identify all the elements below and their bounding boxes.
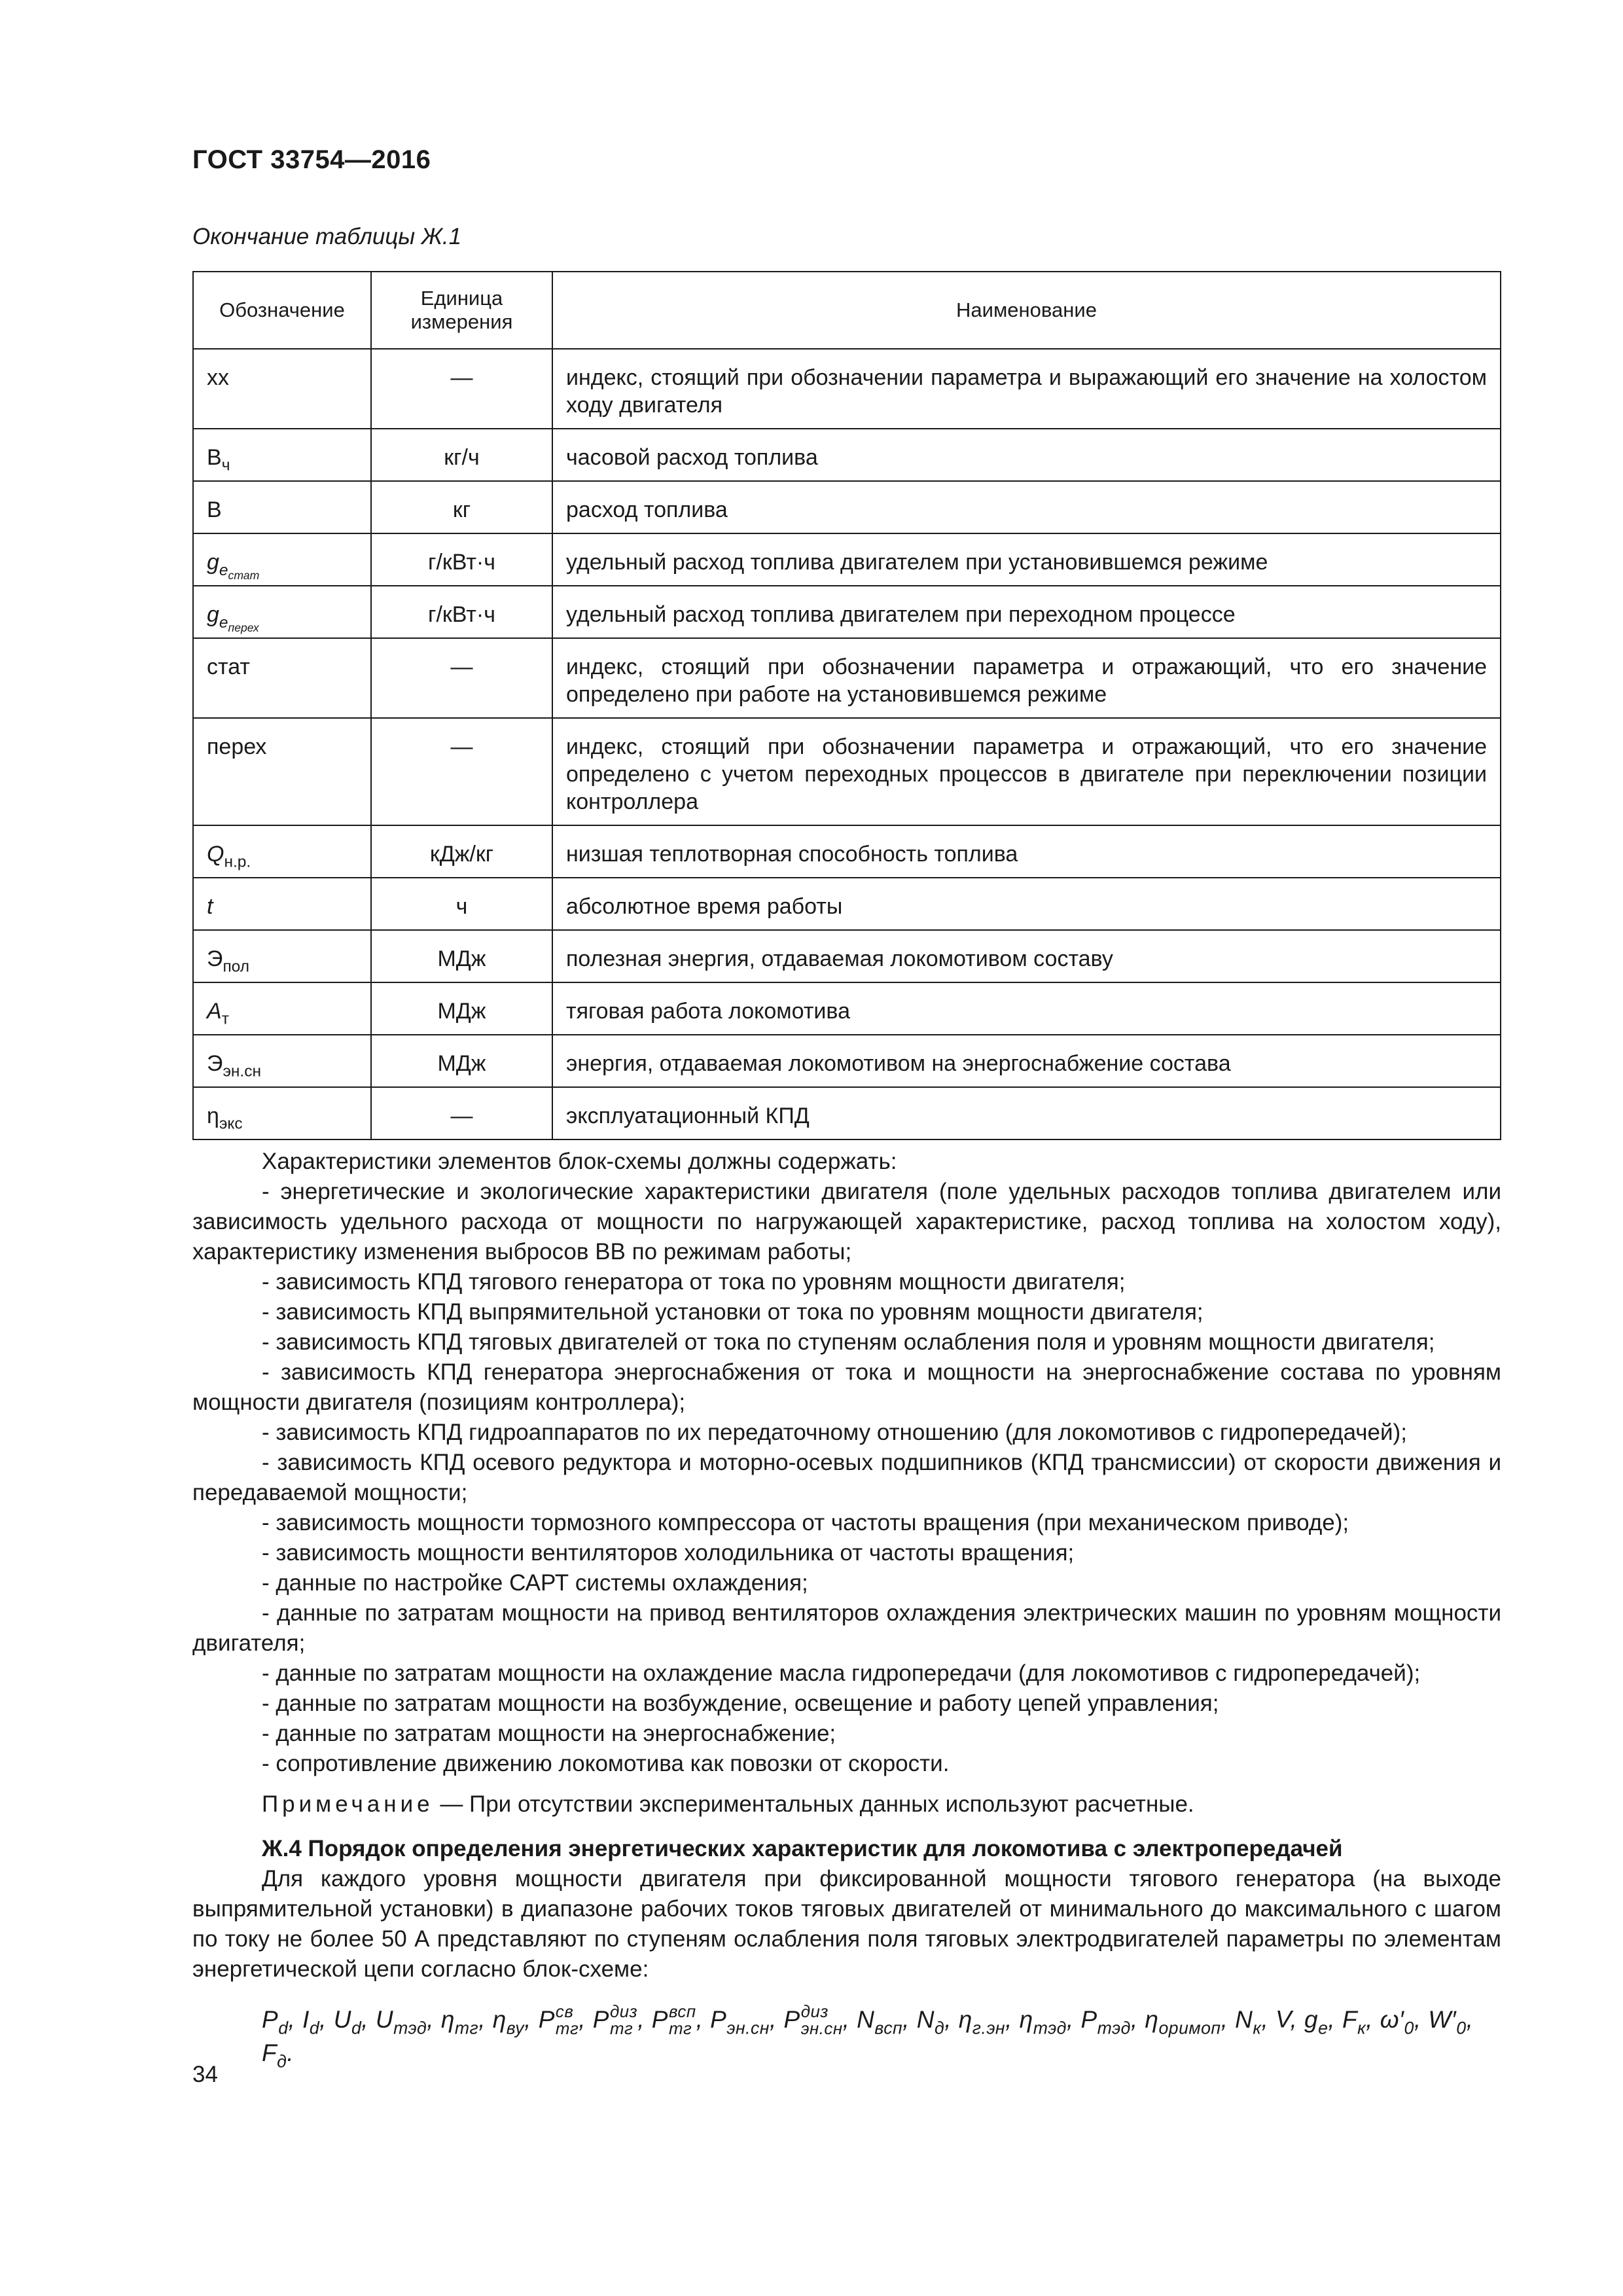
page-number: 34 xyxy=(192,2062,218,2087)
symbol-cell: хх xyxy=(193,349,371,429)
table-row xyxy=(193,586,1501,638)
unit-cell: — xyxy=(371,718,552,825)
list-item: - зависимость мощности тормозного компрессора от частоты вращения (при механическом приводе); xyxy=(262,1510,1349,1535)
list-item: - сопротивление движению локомотива как повозки от скорости. xyxy=(262,1751,950,1776)
list-item: - зависимость КПД гидроаппаратов по их передаточному отношению (для локомотивов с гидропередачей); xyxy=(262,1420,1407,1445)
table-caption: Окончание таблицы Ж.1 xyxy=(192,224,462,249)
list-item: - зависимость мощности вентиляторов холодильника от частоты вращения; xyxy=(262,1540,1075,1566)
header-symbol: Обозначение xyxy=(193,272,371,349)
formula-symbol: $P_d$ xyxy=(262,2005,289,2037)
formula-symbol: P св тг xyxy=(538,2003,579,2038)
unit-cell: г/кВт·ч xyxy=(371,533,552,586)
unit-cell: ч xyxy=(371,878,552,930)
table-row xyxy=(193,930,1501,982)
unit-cell: — xyxy=(371,1087,552,1139)
table-row xyxy=(193,1087,1501,1139)
description-cell: расход топлива xyxy=(552,481,1501,533)
formula-symbol: $g_e$ xyxy=(1304,2005,1329,2037)
formula-symbol: $W'_0$ xyxy=(1428,2005,1467,2037)
description-cell: низшая теплотворная способность топлива xyxy=(552,825,1501,878)
formula-symbol: $F_к$ xyxy=(1342,2005,1366,2037)
list-item: - данные по затратам мощности на охлаждение масла гидропередачи (для локомотивов с гидропередачей); xyxy=(262,1660,1421,1686)
unit-cell: — xyxy=(371,349,552,429)
symbol-cell: $g_{e_{перех}}$ xyxy=(193,586,371,638)
note-text: — При отсутствии экспериментальных данных используют расчетные. xyxy=(433,1791,1194,1817)
symbol-cell: $Э_{эн.сн}$ xyxy=(193,1035,371,1087)
table-row xyxy=(193,982,1501,1035)
list-item: - зависимость КПД осевого редуктора и моторно-осевых подшипников (КПД трансмиссии) от скорости движения и передаваемой мощности; xyxy=(192,1450,1501,1505)
note-label: Примечание xyxy=(262,1791,434,1817)
formula-symbol: $\omega'_0$ xyxy=(1380,2005,1414,2037)
list-intro: Характеристики элементов блок-схемы должны содержать: xyxy=(262,1149,897,1174)
formula-symbol: $\eta_{тэд}$ xyxy=(1019,2005,1067,2037)
unit-cell: МДж xyxy=(371,930,552,982)
formula-symbol: $N_д$ xyxy=(916,2005,945,2037)
list-item: - данные по затратам мощности на привод вентиляторов охлаждения электрических машин по уровням мощности двигателя; xyxy=(192,1600,1501,1656)
table-row xyxy=(193,638,1501,718)
table-row xyxy=(193,825,1501,878)
formula-symbol: $N_к$ xyxy=(1235,2005,1262,2037)
symbol-cell: $B_ч$ xyxy=(193,429,371,481)
unit-cell: кДж/кг xyxy=(371,825,552,878)
symbol-cell: $g_{e_{стат}}$ xyxy=(193,533,371,586)
table-row xyxy=(193,429,1501,481)
list-item: - зависимость КПД тягового генератора от тока по уровням мощности двигателя; xyxy=(262,1269,1126,1295)
symbol-cell: B xyxy=(193,481,371,533)
formula-symbol: P всп тг xyxy=(651,2003,696,2038)
description-cell: удельный расход топлива двигателем при переходном процессе xyxy=(552,586,1501,638)
unit-cell: — xyxy=(371,638,552,718)
description-cell: индекс, стоящий при обозначении параметра и выражающий его значение на холостом ходу двигателя xyxy=(552,349,1501,429)
formula-symbol: V xyxy=(1275,2005,1291,2033)
document-header: ГОСТ 33754—2016 xyxy=(192,145,431,174)
unit-cell: кг xyxy=(371,481,552,533)
symbol-cell: $Q_{н.р.}$ xyxy=(193,825,371,878)
table-row xyxy=(193,533,1501,586)
description-cell: тяговая работа локомотива xyxy=(552,982,1501,1035)
formula-symbol: $U_d$ xyxy=(333,2005,362,2037)
description-cell: индекс, стоящий при обозначении параметра и отражающий, что его значение определено при работе на установившемся режиме xyxy=(552,638,1501,718)
formula-symbol: $\eta_{г.эн}$ xyxy=(958,2005,1006,2037)
table-row xyxy=(193,878,1501,930)
formula-symbol: $\eta_{тг}$ xyxy=(440,2005,479,2037)
body-text xyxy=(192,1147,1501,2072)
table-row xyxy=(193,349,1501,429)
list-item: - данные по затратам мощности на возбуждение, освещение и работу цепей управления; xyxy=(262,1691,1219,1716)
table-header-row xyxy=(193,272,1501,349)
unit-cell: кг/ч xyxy=(371,429,552,481)
formula-symbol: $F_д$ xyxy=(262,2039,287,2072)
list-item: - энергетические и экологические характеристики двигателя (поле удельных расходов топлива двигателем или зависимость удельного расхода от мощности по нагружающей характеристике, расход топлива на холостом ходу), характеристику изменения выбросов ВВ по режимам работы; xyxy=(192,1179,1501,1265)
description-cell: абсолютное время работы xyxy=(552,878,1501,930)
table-row xyxy=(193,718,1501,825)
formula-symbol: $I_d$ xyxy=(302,2005,320,2037)
description-cell: удельный расход топлива двигателем при установившемся режиме xyxy=(552,533,1501,586)
formula-symbol: $U_{тэд}$ xyxy=(375,2005,427,2037)
description-cell: индекс, стоящий при обозначении параметра и отражающий, что его значение определено с учетом переходных процессов в двигателе при переключении позиции контроллера xyxy=(552,718,1501,825)
table-row xyxy=(193,481,1501,533)
symbol-cell: $А_т$ xyxy=(193,982,371,1035)
formula-symbol: P диз эн.сн xyxy=(783,2003,843,2038)
list-item: - зависимость КПД тяговых двигателей от тока по ступеням ослабления поля и уровням мощности двигателя; xyxy=(262,1329,1435,1355)
section-paragraph: Для каждого уровня мощности двигателя при фиксированной мощности тягового генератора (на выходе выпрямительной установки) в диапазоне рабочих токов тяговых двигателей от минимального до максимального с шагом по току не более 50 А представляют по ступеням ослабления поля тяговых электродвигателей параметры по элементам энергетической цепи согласно блок-схеме: xyxy=(192,1866,1501,1982)
symbol-cell: перех xyxy=(193,718,371,825)
note xyxy=(192,1789,1501,1820)
unit-cell: МДж xyxy=(371,982,552,1035)
unit-cell: г/кВт·ч xyxy=(371,586,552,638)
section-title: Ж.4 Порядок определения энергетических характеристик для локомотива с электропередачей xyxy=(262,1836,1343,1861)
table-row xyxy=(193,1035,1501,1087)
description-cell: полезная энергия, отдаваемая локомотивом составу xyxy=(552,930,1501,982)
description-cell: часовой расход топлива xyxy=(552,429,1501,481)
list-item: - зависимость КПД генератора энергоснабжения от тока и мощности на энергоснабжение состава по уровням мощности двигателя (позициям контроллера); xyxy=(192,1359,1501,1415)
formula-symbol: $\eta_{оримоп}$ xyxy=(1145,2005,1221,2037)
list-item: - данные по затратам мощности на энергоснабжение; xyxy=(262,1721,836,1746)
symbol-cell: t xyxy=(193,878,371,930)
unit-cell: МДж xyxy=(371,1035,552,1087)
formula-symbol: $N_{всп}$ xyxy=(857,2005,903,2037)
description-cell: эксплуатационный КПД xyxy=(552,1087,1501,1139)
formula-symbol: $P_{эн.сн}$ xyxy=(710,2005,770,2037)
formula-symbol: $\eta_{ву}$ xyxy=(492,2005,525,2037)
formula-symbol: $P_{тэд}$ xyxy=(1080,2005,1131,2037)
parameters-formula: $P_d$, $I_d$, $U_d$, $U_{тэд}$, $\eta_{тг}$, $\eta_{ву}$, P св тг , P диз тг , P всп тг , $P_{эн.сн}$, P диз эн.сн , $N_{всп}$, $N_д$, $\eta_{г.эн}$, $\eta_{тэд}$, $P_{тэд}$, $\eta_{оримоп}$, $N_к$, V, $g_e$, $F_к$, $\omega'_0$, $W'_0$, $F_д$. xyxy=(262,2003,1474,2072)
symbol-cell: стат xyxy=(193,638,371,718)
header-name: Наименование xyxy=(552,272,1501,349)
list-item: - данные по настройке САРТ системы охлаждения; xyxy=(262,1570,808,1596)
symbol-cell: $Э_{пол}$ xyxy=(193,930,371,982)
symbol-cell: $\eta_{экс}$ xyxy=(193,1087,371,1139)
formula-symbol: P диз тг xyxy=(592,2003,638,2038)
header-unit: Единица измерения xyxy=(371,272,552,349)
symbols-table xyxy=(192,271,1501,1140)
list-item: - зависимость КПД выпрямительной установки от тока по уровням мощности двигателя; xyxy=(262,1299,1204,1325)
description-cell: энергия, отдаваемая локомотивом на энергоснабжение состава xyxy=(552,1035,1501,1087)
